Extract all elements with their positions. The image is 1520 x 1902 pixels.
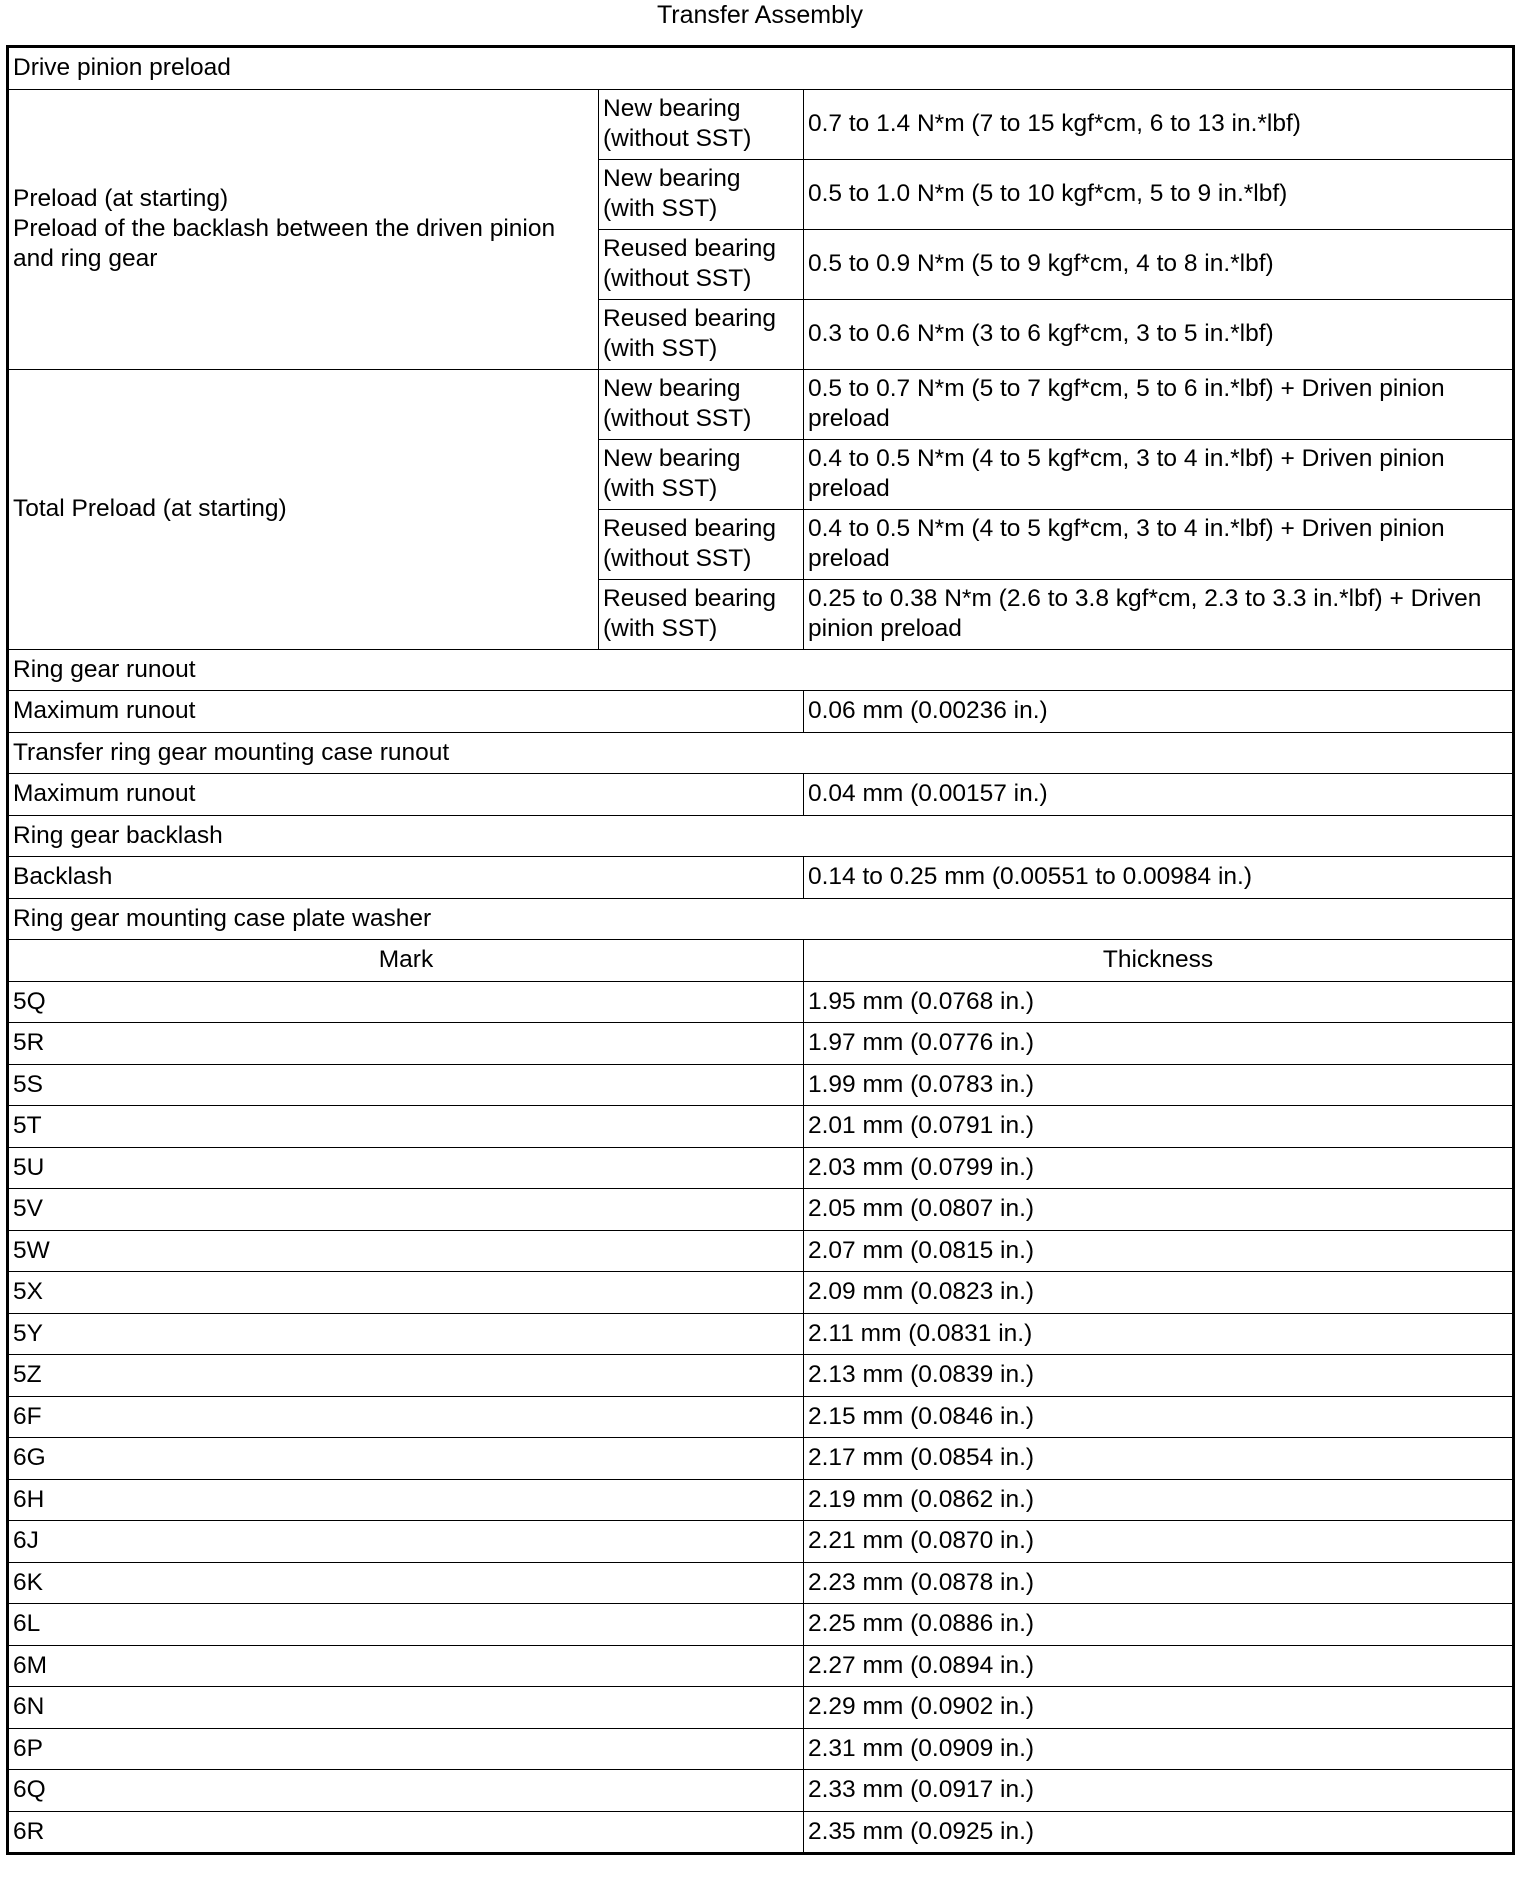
washer-thickness-cell: 2.07 mm (0.0815 in.) xyxy=(804,1230,1514,1272)
washer-mark-cell: 5S xyxy=(8,1064,804,1106)
backlash-label: Backlash xyxy=(8,857,804,899)
section-row-case-runout xyxy=(8,732,1514,774)
table-row xyxy=(8,1438,1514,1480)
ring-gear-runout-value: 0.06 mm (0.00236 in.) xyxy=(804,691,1514,733)
table-row xyxy=(8,1562,1514,1604)
section-heading-backlash: Ring gear backlash xyxy=(8,815,1514,857)
table-row xyxy=(8,1272,1514,1314)
table-row xyxy=(8,1811,1514,1854)
preload-condition-cell: Reused bearing (without SST) xyxy=(599,229,804,299)
ring-gear-runout-row xyxy=(8,691,1514,733)
washer-thickness-cell: 2.01 mm (0.0791 in.) xyxy=(804,1106,1514,1148)
washer-thickness-cell: 2.23 mm (0.0878 in.) xyxy=(804,1562,1514,1604)
section-row-washer xyxy=(8,898,1514,940)
table-row xyxy=(8,1230,1514,1272)
washer-mark-cell: 6L xyxy=(8,1604,804,1646)
table-row xyxy=(8,1023,1514,1065)
case-runout-value: 0.04 mm (0.00157 in.) xyxy=(804,774,1514,816)
section-heading-washer: Ring gear mounting case plate washer xyxy=(8,898,1514,940)
total-preload-value-cell: 0.25 to 0.38 N*m (2.6 to 3.8 kgf*cm, 2.3 to 3.3 in.*lbf) + Driven pinion preload xyxy=(804,579,1514,649)
washer-mark-cell: 5V xyxy=(8,1189,804,1231)
backlash-row xyxy=(8,857,1514,899)
washer-mark-cell: 5R xyxy=(8,1023,804,1065)
section-heading-case-runout: Transfer ring gear mounting case runout xyxy=(8,732,1514,774)
washer-mark-cell: 6F xyxy=(8,1396,804,1438)
washer-thickness-cell: 1.97 mm (0.0776 in.) xyxy=(804,1023,1514,1065)
section-heading-drive-pinion: Drive pinion preload xyxy=(8,47,1514,90)
washer-mark-cell: 6G xyxy=(8,1438,804,1480)
table-row xyxy=(8,1687,1514,1729)
preload-condition-cell: Reused bearing (with SST) xyxy=(599,299,804,369)
washer-mark-cell: 5U xyxy=(8,1147,804,1189)
total-preload-value-cell: 0.4 to 0.5 N*m (4 to 5 kgf*cm, 3 to 4 in.*lbf) + Driven pinion preload xyxy=(804,439,1514,509)
total-preload-condition-cell: New bearing (with SST) xyxy=(599,439,804,509)
backlash-value: 0.14 to 0.25 mm (0.00551 to 0.00984 in.) xyxy=(804,857,1514,899)
table-row xyxy=(8,1313,1514,1355)
table-row xyxy=(8,1645,1514,1687)
preload-label: Preload (at starting) xyxy=(13,185,229,212)
washer-thickness-cell: 2.15 mm (0.0846 in.) xyxy=(804,1396,1514,1438)
washer-thickness-cell: 2.31 mm (0.0909 in.) xyxy=(804,1728,1514,1770)
section-row-drive-pinion xyxy=(8,47,1514,90)
case-runout-row xyxy=(8,774,1514,816)
washer-thickness-cell: 2.29 mm (0.0902 in.) xyxy=(804,1687,1514,1729)
washer-mark-cell: 6P xyxy=(8,1728,804,1770)
washer-thickness-cell: 2.21 mm (0.0870 in.) xyxy=(804,1521,1514,1563)
table-row xyxy=(8,1189,1514,1231)
washer-mark-cell: 6Q xyxy=(8,1770,804,1812)
spec-table-body xyxy=(8,47,1514,1854)
document-title: Transfer Assembly xyxy=(656,1,864,29)
table-row xyxy=(8,1147,1514,1189)
table-row xyxy=(8,1728,1514,1770)
table-row xyxy=(8,1770,1514,1812)
washer-thickness-cell: 2.13 mm (0.0839 in.) xyxy=(804,1355,1514,1397)
washer-mark-cell: 5W xyxy=(8,1230,804,1272)
preload-value-cell: 0.5 to 1.0 N*m (5 to 10 kgf*cm, 5 to 9 in.*lbf) xyxy=(804,159,1514,229)
washer-mark-cell: 6K xyxy=(8,1562,804,1604)
table-row xyxy=(8,1064,1514,1106)
preload-condition-cell: New bearing (without SST) xyxy=(599,89,804,159)
preload-backlash-label: Preload of the backlash between the driven pinion and ring gear xyxy=(13,215,556,272)
washer-thickness-cell: 2.19 mm (0.0862 in.) xyxy=(804,1479,1514,1521)
washer-thickness-cell: 2.09 mm (0.0823 in.) xyxy=(804,1272,1514,1314)
washer-thickness-cell: 2.11 mm (0.0831 in.) xyxy=(804,1313,1514,1355)
washer-mark-cell: 6H xyxy=(8,1479,804,1521)
total-preload-value-cell: 0.4 to 0.5 N*m (4 to 5 kgf*cm, 3 to 4 in.*lbf) + Driven pinion preload xyxy=(804,509,1514,579)
washer-thickness-cell: 2.27 mm (0.0894 in.) xyxy=(804,1645,1514,1687)
total-preload-condition-cell: Reused bearing (without SST) xyxy=(599,509,804,579)
washer-header-row xyxy=(8,940,1514,982)
preload-row xyxy=(8,89,1514,159)
section-row-ring-gear-runout xyxy=(8,649,1514,691)
table-row xyxy=(8,1396,1514,1438)
washer-mark-cell: 5Z xyxy=(8,1355,804,1397)
total-preload-value-cell: 0.5 to 0.7 N*m (5 to 7 kgf*cm, 5 to 6 in.*lbf) + Driven pinion preload xyxy=(804,369,1514,439)
washer-mark-cell: 5Y xyxy=(8,1313,804,1355)
washer-thickness-cell: 2.17 mm (0.0854 in.) xyxy=(804,1438,1514,1480)
washer-thickness-cell: 1.95 mm (0.0768 in.) xyxy=(804,981,1514,1023)
table-row xyxy=(8,1106,1514,1148)
transfer-assembly-spec-table xyxy=(6,45,1515,1855)
total-preload-label: Total Preload (at starting) xyxy=(8,369,599,649)
washer-thickness-cell: 2.03 mm (0.0799 in.) xyxy=(804,1147,1514,1189)
ring-gear-runout-label: Maximum runout xyxy=(8,691,804,733)
washer-thickness-cell: 2.33 mm (0.0917 in.) xyxy=(804,1770,1514,1812)
washer-thickness-cell: 1.99 mm (0.0783 in.) xyxy=(804,1064,1514,1106)
preload-value-cell: 0.3 to 0.6 N*m (3 to 6 kgf*cm, 3 to 5 in.*lbf) xyxy=(804,299,1514,369)
table-row xyxy=(8,981,1514,1023)
case-runout-label: Maximum runout xyxy=(8,774,804,816)
section-row-backlash xyxy=(8,815,1514,857)
washer-thickness-cell: 2.05 mm (0.0807 in.) xyxy=(804,1189,1514,1231)
table-row xyxy=(8,1521,1514,1563)
total-preload-condition-cell: New bearing (without SST) xyxy=(599,369,804,439)
preload-condition-cell: New bearing (with SST) xyxy=(599,159,804,229)
total-preload-row xyxy=(8,369,1514,439)
section-heading-ring-gear-runout: Ring gear runout xyxy=(8,649,1514,691)
table-row xyxy=(8,1355,1514,1397)
washer-mark-cell: 6R xyxy=(8,1811,804,1854)
washer-mark-cell: 6N xyxy=(8,1687,804,1729)
total-preload-condition-cell: Reused bearing (with SST) xyxy=(599,579,804,649)
washer-mark-cell: 5T xyxy=(8,1106,804,1148)
washer-mark-cell: 6J xyxy=(8,1521,804,1563)
washer-thickness-cell: 2.25 mm (0.0886 in.) xyxy=(804,1604,1514,1646)
washer-mark-cell: 5Q xyxy=(8,981,804,1023)
preload-value-cell: 0.7 to 1.4 N*m (7 to 15 kgf*cm, 6 to 13 in.*lbf) xyxy=(804,89,1514,159)
table-row xyxy=(8,1479,1514,1521)
washer-thickness-cell: 2.35 mm (0.0925 in.) xyxy=(804,1811,1514,1854)
column-header-thickness: Thickness xyxy=(804,940,1514,982)
preload-label-cell xyxy=(8,89,599,369)
column-header-mark: Mark xyxy=(8,940,804,982)
washer-mark-cell: 6M xyxy=(8,1645,804,1687)
table-row xyxy=(8,1604,1514,1646)
washer-mark-cell: 5X xyxy=(8,1272,804,1314)
preload-value-cell: 0.5 to 0.9 N*m (5 to 9 kgf*cm, 4 to 8 in.*lbf) xyxy=(804,229,1514,299)
